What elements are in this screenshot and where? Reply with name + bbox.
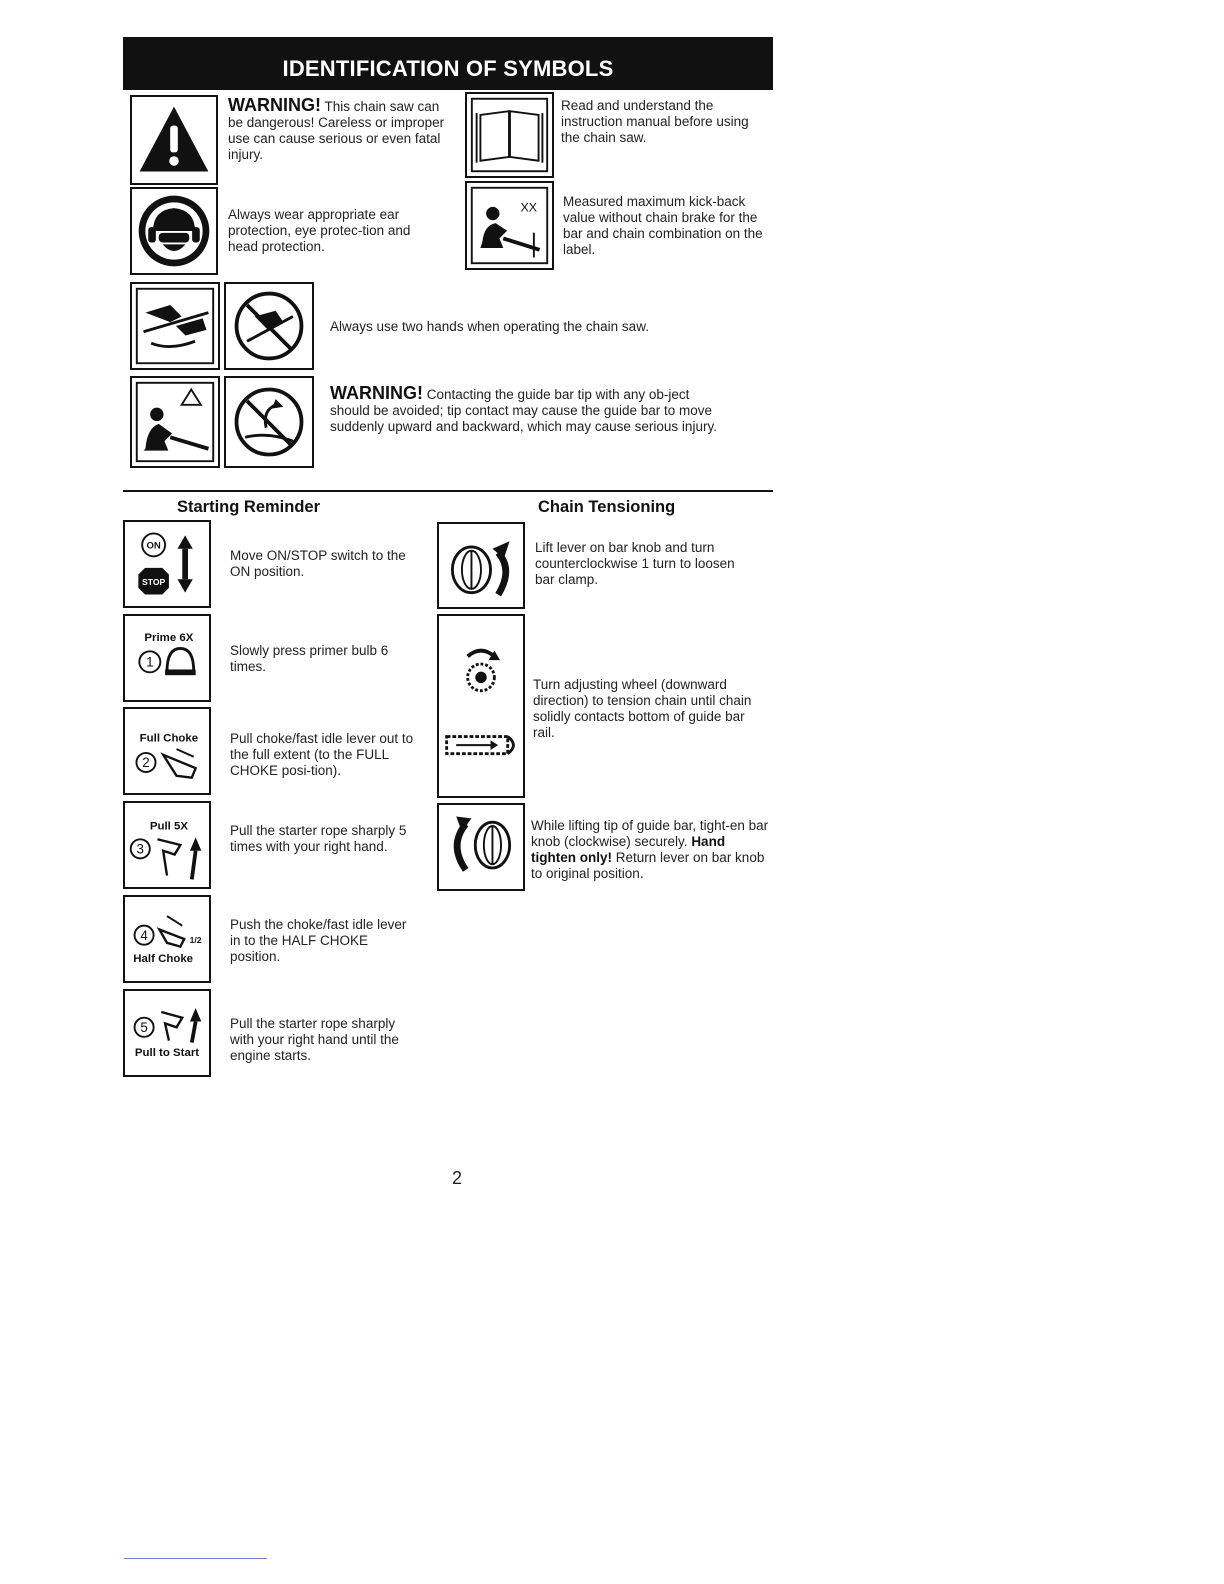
- two-hands-text: Always use two hands when operating the chain saw.: [330, 319, 649, 334]
- step-number-2: 2: [142, 755, 150, 771]
- primer-bulb-icon: [123, 614, 211, 702]
- step-text-full-choke: Pull choke/fast idle lever out to the full extent (to the FULL CHOKE posi-tion).: [230, 731, 414, 778]
- kickback-icon: [465, 181, 554, 270]
- starting-reminder-title: Starting Reminder: [177, 498, 321, 516]
- warning-heading: WARNING!: [228, 95, 321, 115]
- head-protection-icon: [130, 187, 218, 275]
- full-choke-icon: [123, 707, 211, 795]
- stop-label: STOP: [142, 577, 166, 587]
- pull-to-start-label: Pull to Start: [134, 1046, 200, 1059]
- step-text-pull-5x: Pull the starter rope sharply 5 times with your right hand.: [230, 823, 407, 854]
- kickback-text: Measured maximum kick-back value without chain brake for the bar and chain combination on the label.: [563, 194, 763, 257]
- page-number: 2: [451, 1168, 462, 1188]
- pull-rope-icon: [123, 801, 211, 889]
- step-number-4: 4: [140, 927, 148, 943]
- manual-book-icon: [465, 92, 554, 178]
- section-divider: [123, 490, 773, 492]
- half-choke-icon: [123, 895, 211, 983]
- protection-text: Always wear appropriate ear protection, eye protec-tion and head protection.: [228, 207, 411, 254]
- tension-step-3-text: [531, 818, 771, 882]
- tension-step-3-before: While lifting tip of guide bar, tight-en bar knob (clockwise) securely.: [531, 818, 769, 849]
- bar-knob-tighten-icon: [437, 803, 525, 891]
- two-hands-icon: [130, 282, 220, 370]
- warning-triangle-icon: [130, 95, 218, 185]
- manual-text: Read and understand the instruction manual before using the chain saw.: [561, 98, 749, 145]
- bar-knob-loosen-icon: [437, 522, 525, 609]
- tension-step-3-bold: Hand tighten only!: [531, 834, 726, 865]
- half-choke-label: Half Choke: [133, 952, 194, 965]
- on-stop-switch-icon: [123, 520, 211, 608]
- step-number-1: 1: [146, 654, 154, 670]
- chain-tensioning-title: Chain Tensioning: [538, 498, 676, 516]
- full-choke-label: Full Choke: [139, 732, 199, 745]
- guide-bar-warning-text: [330, 385, 730, 435]
- step-text-half-choke: Push the choke/fast idle lever in to the HALF CHOKE position.: [230, 917, 407, 964]
- section-banner: IDENTIFICATION OF SYMBOLS: [123, 37, 773, 90]
- step-text-pull-to-start: Pull the starter rope sharply with your right hand until the engine starts.: [230, 1016, 399, 1063]
- tension-step-2-text: Turn adjusting wheel (downward direction) to tension chain until chain solidly contacts bottom of guide bar rail.: [533, 677, 752, 740]
- footer-line: [124, 1558, 267, 1559]
- half-fraction: 1/2: [189, 934, 202, 945]
- adjusting-wheel-icon: [437, 614, 525, 798]
- step-text-on: Move ON/STOP switch to the ON position.: [230, 548, 406, 579]
- tension-step-3-after: Return lever on bar knob to original position.: [531, 850, 765, 881]
- step-text-prime: Slowly press primer bulb 6 times.: [230, 643, 389, 674]
- on-label: ON: [146, 540, 161, 552]
- warning-text: [228, 97, 453, 163]
- guide-bar-warning-heading: WARNING!: [330, 383, 423, 403]
- bar-tip-kickback-icon: [130, 376, 220, 468]
- prime-label: Prime 6X: [144, 631, 194, 644]
- guide-bar-warning-body: Contacting the guide bar tip with any ob-ject should be avoided; tip contact may cause the guide bar to move suddenly upward and backward, which may cause serious injury.: [330, 387, 717, 434]
- pull-to-start-icon: [123, 989, 211, 1077]
- warning-body: This chain saw can be dangerous! Careless or improper use can cause serious or even fatal injury.: [228, 99, 445, 162]
- tension-step-1-text: Lift lever on bar knob and turn counterclockwise 1 turn to loosen bar clamp.: [535, 540, 735, 587]
- pull-5x-label: Pull 5X: [149, 820, 188, 833]
- kickback-icon-label: XX: [520, 200, 538, 215]
- bar-tip-contact-prohibited-icon: [224, 376, 314, 468]
- step-number-3: 3: [136, 841, 144, 857]
- one-hand-prohibited-icon: [224, 282, 314, 370]
- step-number-5: 5: [140, 1020, 148, 1036]
